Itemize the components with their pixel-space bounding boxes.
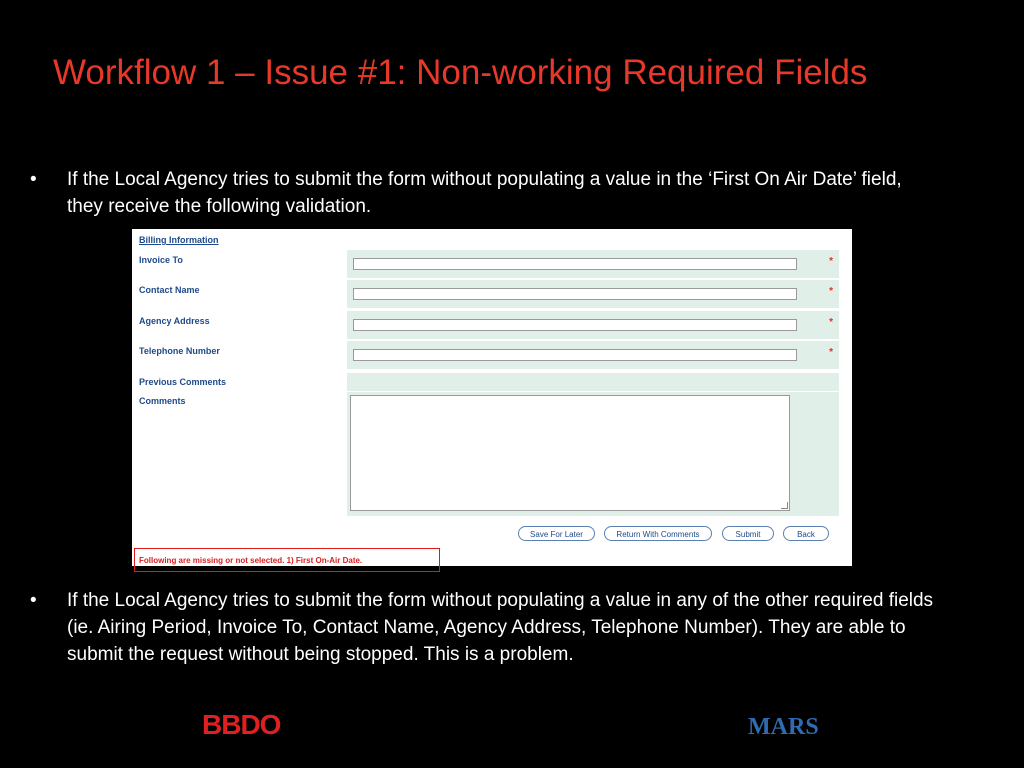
back-button[interactable]: Back <box>783 526 829 541</box>
bullet-text: If the Local Agency tries to submit the form without populating a value in any of the other required fields (ie. Airing Period, Invoice To, Contact Name, Agency Address, Telephone Number). They are able to submit the request without being stopped. This is a problem. <box>67 590 934 665</box>
invoice-to-input[interactable] <box>353 258 797 270</box>
submit-button[interactable]: Submit <box>722 526 774 541</box>
telephone-number-label: Telephone Number <box>139 346 220 356</box>
save-for-later-button[interactable]: Save For Later <box>518 526 595 541</box>
agency-address-label: Agency Address <box>139 316 210 326</box>
bullet-marker: • <box>30 169 37 190</box>
required-mark: * <box>829 256 833 267</box>
return-with-comments-button[interactable]: Return With Comments <box>604 526 712 541</box>
previous-comments-label: Previous Comments <box>139 377 227 387</box>
comments-label: Comments <box>139 396 186 406</box>
contact-name-label: Contact Name <box>139 285 200 295</box>
resize-handle-icon[interactable] <box>781 502 788 509</box>
bullet-text: If the Local Agency tries to submit the form without populating a value in the ‘First On Air Date’ field, they receive the following validation. <box>67 169 902 217</box>
bullet-point <box>30 587 940 668</box>
telephone-number-input[interactable] <box>353 349 797 361</box>
bullet-point <box>30 166 940 220</box>
contact-name-cell <box>347 280 839 308</box>
agency-address-cell <box>347 311 839 339</box>
required-mark: * <box>829 347 833 358</box>
mars-logo: MARS <box>748 714 819 740</box>
required-mark: * <box>829 317 833 328</box>
slide-title: Workflow 1 – Issue #1: Non-working Required Fields <box>53 53 868 92</box>
invoice-to-label: Invoice To <box>139 255 183 265</box>
invoice-to-cell <box>347 250 839 278</box>
agency-address-input[interactable] <box>353 319 797 331</box>
error-highlight-box <box>134 548 440 572</box>
bbdo-logo: BBDO <box>202 709 281 740</box>
telephone-number-cell <box>347 341 839 369</box>
bullet-marker: • <box>30 590 37 611</box>
validation-error-message: Following are missing or not selected. 1) First On-Air Date. <box>139 556 363 565</box>
comments-textarea[interactable] <box>350 395 790 511</box>
previous-comments-cell <box>347 373 839 391</box>
form-screenshot <box>132 229 852 566</box>
required-mark: * <box>829 286 833 297</box>
comments-cell <box>347 392 839 516</box>
contact-name-input[interactable] <box>353 288 797 300</box>
section-title[interactable]: Billing Information <box>139 235 219 245</box>
